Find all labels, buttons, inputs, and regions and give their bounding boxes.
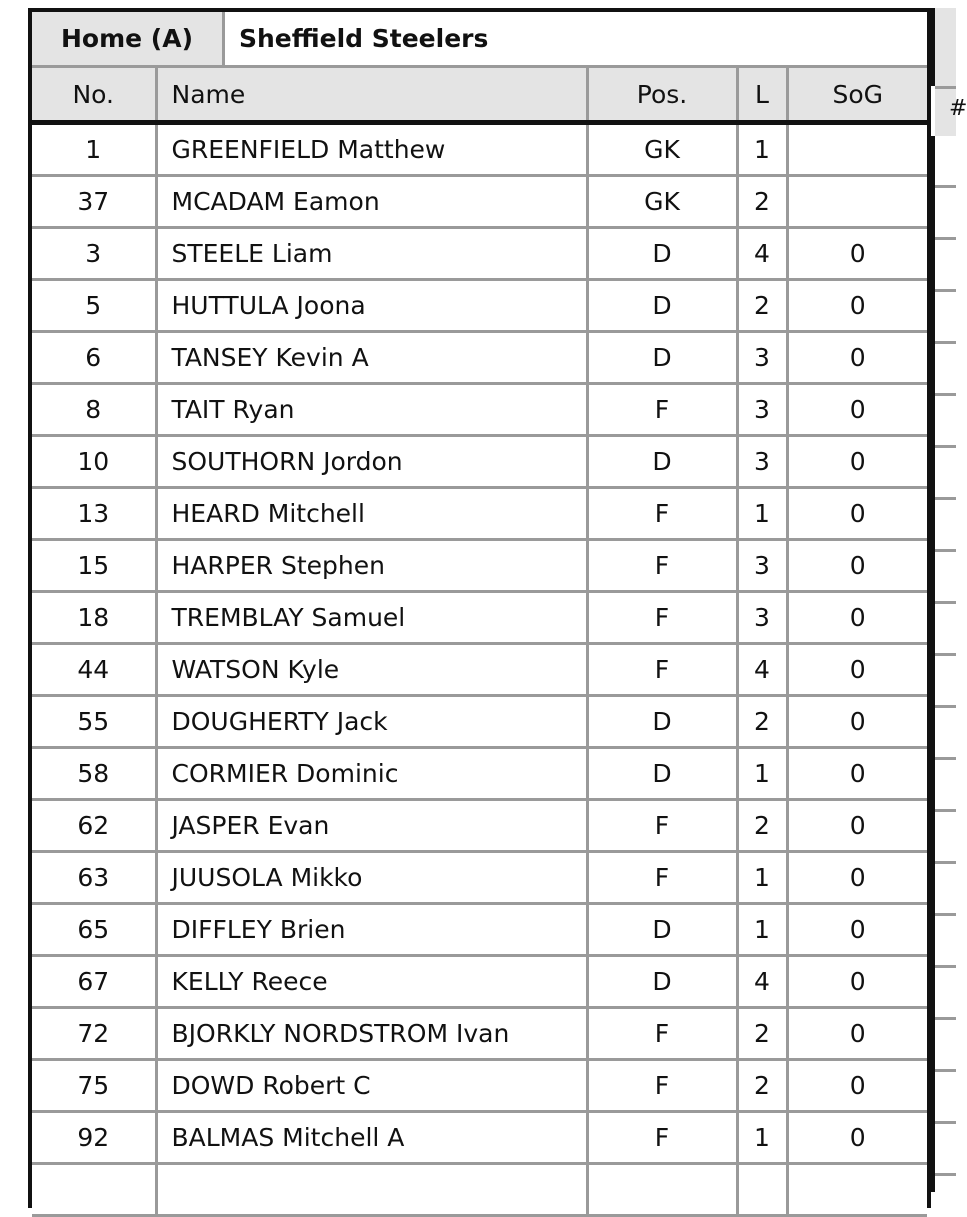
player-row [32,436,927,488]
player-name: DIFFLEY Brien [156,904,587,956]
player-position: F [587,800,737,852]
player-position: GK [587,176,737,228]
team-header [32,12,927,68]
player-line: 3 [737,592,787,644]
player-position: F [587,592,737,644]
player-shots-on-goal: 0 [787,384,927,436]
player-row [32,488,927,540]
player-row [32,800,927,852]
player-row [32,592,927,644]
home-team-sheet [28,8,931,1208]
player-name: GREENFIELD Matthew [156,123,587,176]
player-shots-on-goal [787,176,927,228]
player-name: HARPER Stephen [156,540,587,592]
player-number: 13 [32,488,156,540]
player-shots-on-goal [787,123,927,176]
column-header-name: Name [156,68,587,123]
player-position: F [587,852,737,904]
player-line: 3 [737,540,787,592]
player-row [32,332,927,384]
player-name: HUTTULA Joona [156,280,587,332]
player-position: F [587,488,737,540]
player-number: 63 [32,852,156,904]
player-name [156,1164,587,1216]
player-row [32,228,927,280]
player-line: 4 [737,644,787,696]
player-position: GK [587,123,737,176]
player-shots-on-goal: 0 [787,800,927,852]
player-line: 2 [737,280,787,332]
player-position: D [587,904,737,956]
player-shots-on-goal: 0 [787,956,927,1008]
player-position: D [587,436,737,488]
player-number [32,1164,156,1216]
player-shots-on-goal [787,1164,927,1216]
player-line: 2 [737,1008,787,1060]
player-name: SOUTHORN Jordon [156,436,587,488]
player-row [32,956,927,1008]
player-number: 65 [32,904,156,956]
player-number: 5 [32,280,156,332]
player-name: TREMBLAY Samuel [156,592,587,644]
player-row [32,748,927,800]
player-name: JASPER Evan [156,800,587,852]
column-header-shots-on-goal: SoG [787,68,927,123]
player-shots-on-goal: 0 [787,280,927,332]
player-number: 8 [32,384,156,436]
roster-table [32,68,927,1217]
player-row [32,1164,927,1216]
player-name: CORMIER Dominic [156,748,587,800]
player-name: STEELE Liam [156,228,587,280]
player-number: 15 [32,540,156,592]
player-row [32,384,927,436]
player-row [32,280,927,332]
player-line: 3 [737,332,787,384]
player-position: D [587,956,737,1008]
player-position: F [587,384,737,436]
player-name: BJORKLY NORDSTROM Ivan [156,1008,587,1060]
player-name: KELLY Reece [156,956,587,1008]
player-name: MCADAM Eamon [156,176,587,228]
team-name: Sheffield Steelers [239,24,489,53]
player-position: F [587,1060,737,1112]
player-number: 37 [32,176,156,228]
player-name: DOWD Robert C [156,1060,587,1112]
player-position: D [587,696,737,748]
player-position [587,1164,737,1216]
player-number: 3 [32,228,156,280]
player-shots-on-goal: 0 [787,1060,927,1112]
player-row [32,696,927,748]
player-position: D [587,332,737,384]
player-number: 67 [32,956,156,1008]
player-position: F [587,644,737,696]
player-shots-on-goal: 0 [787,696,927,748]
player-shots-on-goal: 0 [787,748,927,800]
player-line: 4 [737,228,787,280]
player-number: 10 [32,436,156,488]
player-row [32,1060,927,1112]
roster-body [32,123,927,1216]
player-line: 2 [737,800,787,852]
player-row [32,540,927,592]
player-name: WATSON Kyle [156,644,587,696]
adjacent-table-header [931,8,956,86]
player-row [32,904,927,956]
player-line: 1 [737,748,787,800]
roster-header-row [32,68,927,123]
player-number: 6 [32,332,156,384]
player-number: 44 [32,644,156,696]
player-number: 92 [32,1112,156,1164]
player-row [32,176,927,228]
player-position: F [587,1008,737,1060]
player-line: 1 [737,904,787,956]
player-shots-on-goal: 0 [787,644,927,696]
player-line: 1 [737,852,787,904]
player-name: TAIT Ryan [156,384,587,436]
player-row [32,644,927,696]
column-header-position: Pos. [587,68,737,123]
player-number: 18 [32,592,156,644]
player-shots-on-goal: 0 [787,228,927,280]
player-number: 1 [32,123,156,176]
player-position: D [587,748,737,800]
player-shots-on-goal: 0 [787,488,927,540]
adjacent-table-edge [931,8,967,1192]
player-position: D [587,228,737,280]
player-number: 72 [32,1008,156,1060]
player-line: 2 [737,696,787,748]
player-name: DOUGHERTY Jack [156,696,587,748]
player-shots-on-goal: 0 [787,904,927,956]
adjacent-table-rows [931,136,956,1192]
player-name: BALMAS Mitchell A [156,1112,587,1164]
player-line: 1 [737,123,787,176]
player-line: 3 [737,436,787,488]
player-row [32,852,927,904]
column-header-number: No. [32,68,156,123]
player-number: 55 [32,696,156,748]
player-shots-on-goal: 0 [787,592,927,644]
player-number: 62 [32,800,156,852]
player-shots-on-goal: 0 [787,540,927,592]
player-number: 75 [32,1060,156,1112]
player-line [737,1164,787,1216]
player-line: 4 [737,956,787,1008]
player-shots-on-goal: 0 [787,1112,927,1164]
player-name: TANSEY Kevin A [156,332,587,384]
player-name: HEARD Mitchell [156,488,587,540]
adjacent-column-header: # [935,86,956,136]
player-line: 1 [737,488,787,540]
player-name: JUUSOLA Mikko [156,852,587,904]
player-row [32,123,927,176]
player-line: 3 [737,384,787,436]
column-header-line: L [737,68,787,123]
player-position: D [587,280,737,332]
player-line: 2 [737,176,787,228]
player-row [32,1008,927,1060]
player-line: 2 [737,1060,787,1112]
player-row [32,1112,927,1164]
player-number: 58 [32,748,156,800]
player-line: 1 [737,1112,787,1164]
player-shots-on-goal: 0 [787,332,927,384]
player-position: F [587,1112,737,1164]
team-side-label: Home (A) [32,12,225,65]
player-position: F [587,540,737,592]
player-shots-on-goal: 0 [787,1008,927,1060]
player-shots-on-goal: 0 [787,852,927,904]
player-shots-on-goal: 0 [787,436,927,488]
